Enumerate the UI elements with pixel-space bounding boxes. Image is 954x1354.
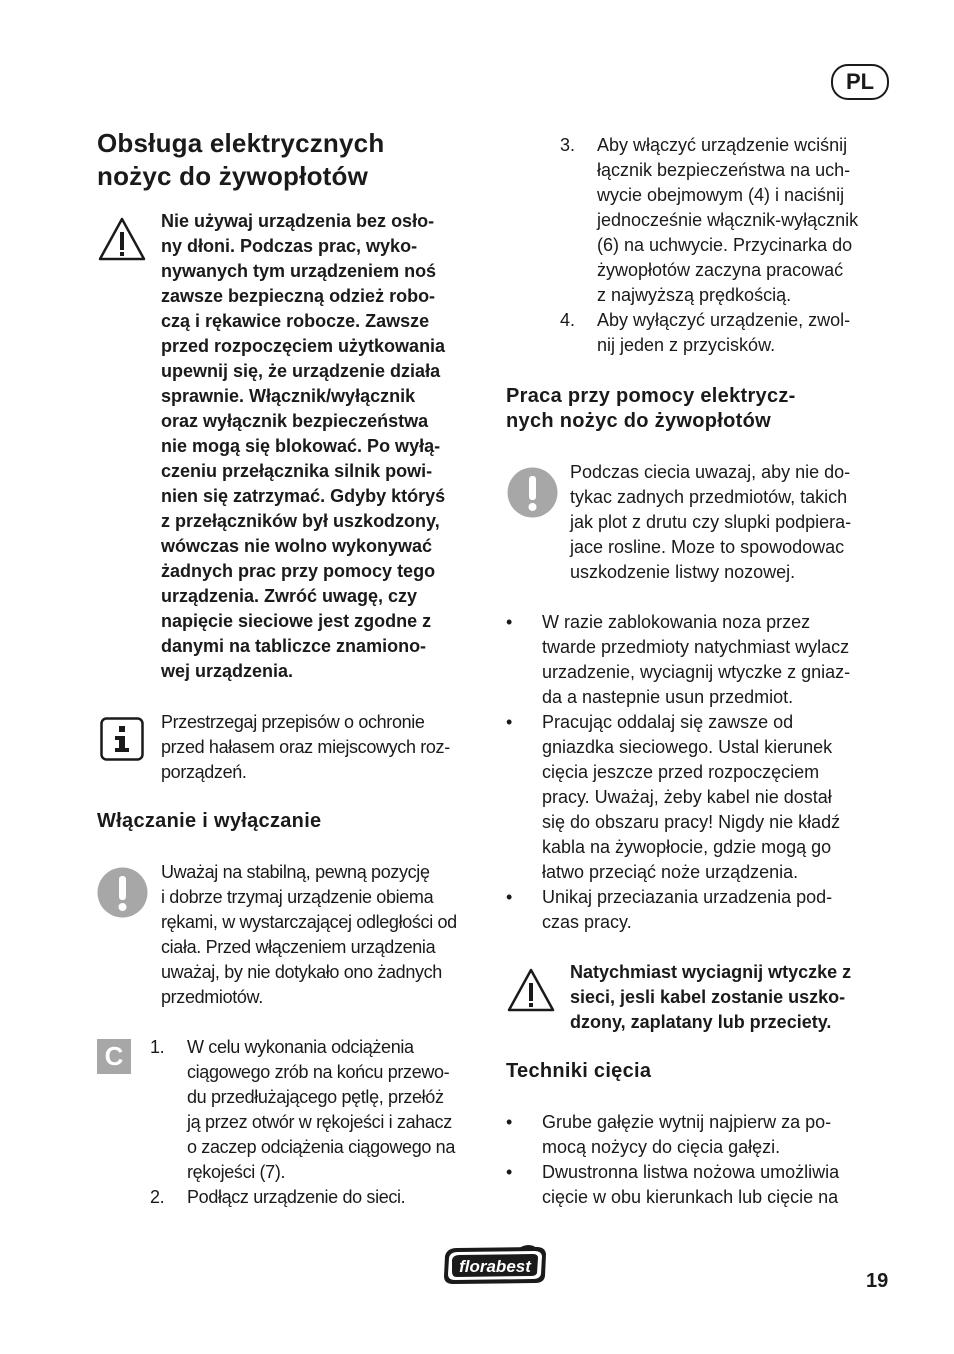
warning-triangle-icon [506, 967, 556, 1013]
text-line: czeniu przełącznika silnik powi- [161, 461, 433, 481]
list-marker: • [506, 1112, 513, 1132]
list-item [506, 610, 850, 710]
list-marker: 1. [150, 1037, 165, 1057]
list-item-line: Podłącz urządzenie do sieci. [187, 1187, 406, 1207]
section-heading-line-2: nych nożyc do żywopłotów [506, 410, 771, 432]
list-item [506, 1110, 839, 1160]
text-line: ciała. Przed włączeniem urządzenia [161, 937, 436, 957]
list-item-line: nij jeden z przycisków. [597, 335, 776, 355]
text-line: sprawnie. Włącznik/wyłącznik [161, 386, 416, 406]
list-marker: 2. [150, 1187, 165, 1207]
list-item-line: Pracując oddalaj się zawsze od [542, 712, 794, 732]
text-line: wówczas nie wolno wykonywać [161, 536, 433, 556]
techniques-bullet-list [506, 1110, 839, 1210]
text-line: przed rozpoczęciem użytkowania [161, 336, 446, 356]
list-item-line: twarde przedmioty natychmiast wylacz [542, 637, 850, 657]
text-line: wej urządzenia. [161, 661, 294, 681]
text-line: danymi na tabliczce znamiono- [161, 636, 427, 656]
list-item-line: urzadzenie, wyciagnij wtyczke z gniaz- [542, 662, 851, 682]
left-steps-list [150, 1035, 455, 1210]
page-number: 19 [866, 1270, 889, 1292]
list-item [560, 308, 858, 358]
text-line: Uważaj na stabilną, pewną pozycję [161, 862, 430, 882]
list-item-line: Aby włączyć urządzenie wciśnij [597, 135, 848, 155]
logo-wordmark: florabest [459, 1257, 531, 1276]
list-item-line: jednocześnie włącznik-wyłącznik [597, 210, 859, 230]
list-item [560, 133, 858, 308]
list-item-line: ciągowego zrób na końcu przewo- [187, 1062, 450, 1082]
warning-triangle-icon [97, 216, 147, 262]
list-marker: • [506, 887, 513, 907]
language-badge: PL [831, 64, 889, 100]
list-item-line: cięcia jeszcze przed rozpoczęciem [542, 762, 820, 782]
text-line: czą i rękawice robocze. Zawsze [161, 311, 430, 331]
text-line: urządzenia. Zwróć uwagę, czy [161, 586, 418, 606]
list-item-line: z najwyższą prędkością. [597, 285, 792, 305]
text-line: sieci, jesli kabel zostanie uszko- [570, 987, 846, 1007]
list-item-line: gniazdka sieciowego. Ustal kierunek [542, 737, 833, 757]
text-line: nie mogą się blokować. Po wyłą- [161, 436, 441, 456]
list-item [506, 885, 850, 935]
text-line: uważaj, by nie dotykało ono żadnych [161, 962, 442, 982]
text-line: jak plot z drutu czy slupki podpiera- [570, 512, 852, 532]
section-heading-on-off: Włączanie i wyłączanie [97, 810, 322, 832]
section-heading-techniques: Techniki cięcia [506, 1060, 652, 1082]
text-line: przedmiotów. [161, 987, 263, 1007]
text-line: nywanych tym urządzeniem noś [161, 261, 437, 281]
text-line: Nie używaj urządzenia bez osło- [161, 211, 435, 231]
title-line-1: Obsługa elektrycznych [97, 128, 385, 158]
list-item-line: W celu wykonania odciążenia [187, 1037, 414, 1057]
list-marker: • [506, 1162, 513, 1182]
operation-bullet-list [506, 610, 850, 935]
caution-note-text [161, 860, 457, 1010]
list-item [150, 1185, 455, 1210]
text-line: Podczas ciecia uwazaj, aby nie do- [570, 462, 851, 482]
list-item-line: cięcie w obu kierunkach lub cięcie na [542, 1187, 839, 1207]
cable-warning-text [570, 960, 851, 1035]
text-line: tykac zadnych przedmiotów, takich [570, 487, 848, 507]
text-line: Natychmiast wyciagnij wtyczke z [570, 962, 852, 982]
caution-exclamation-icon [507, 467, 558, 518]
list-item-line: mocą nożycy do cięcia gałęzi. [542, 1137, 781, 1157]
list-item-line: Unikaj przeciazania urzadzenia pod- [542, 887, 833, 907]
info-icon [100, 717, 144, 761]
list-item [506, 710, 850, 885]
list-item [506, 1160, 839, 1210]
list-item-line: da a nastepnie usun przedmiot. [542, 687, 794, 707]
text-line: Przestrzegaj przepisów o ochronie [161, 712, 425, 732]
list-item-line: łącznik bezpieczeństwa na uch- [597, 160, 851, 180]
list-item-line: du przedłużającego pętlę, przełóż [187, 1087, 444, 1107]
list-item-line: o zaczep odciążenia ciągowego na [187, 1137, 455, 1157]
text-line: porządzeń. [161, 762, 247, 782]
list-item-line: rękojeści (7). [187, 1162, 286, 1182]
text-line: nien się zatrzymać. Gdyby któryś [161, 486, 446, 506]
text-line: upewnij się, że urządzenie działa [161, 361, 441, 381]
list-item [150, 1035, 455, 1185]
section-heading-operation [506, 384, 796, 434]
text-line: oraz wyłącznik bezpieczeństwa [161, 411, 429, 431]
list-marker: 4. [560, 310, 576, 330]
text-line: uszkodzenie listwy nozowej. [570, 562, 796, 582]
text-line: dzony, zaplatany lub przeciety. [570, 1012, 832, 1032]
right-steps-list [560, 133, 858, 358]
list-item-line: pracy. Uważaj, żeby kabel nie dostał [542, 787, 832, 807]
section-heading-line-1: Praca przy pomocy elektrycz- [506, 385, 796, 407]
list-item-line: Aby wyłączyć urządzenie, zwol- [597, 310, 851, 330]
cutting-caution-text [570, 460, 851, 585]
text-line: napięcie sieciowe jest zgodne z [161, 611, 432, 631]
caution-exclamation-icon [97, 867, 148, 918]
safety-warning-text [161, 209, 445, 684]
florabest-logo [441, 1244, 549, 1286]
list-item-line: czas pracy. [542, 912, 632, 932]
list-marker: • [506, 712, 513, 732]
text-line: z przełączników był uszkodzony, [161, 511, 440, 531]
text-line: żadnych prac przy pomocy tego [161, 561, 436, 581]
list-marker: • [506, 612, 513, 632]
list-item-line: żywopłotów zaczyna pracować [597, 260, 844, 280]
info-note-text [161, 710, 450, 785]
list-item-line: Dwustronna listwa nożowa umożliwia [542, 1162, 840, 1182]
list-item-line: (6) na uchwycie. Przycinarka do [597, 235, 853, 255]
list-item-line: łatwo przeciąć noże urządzenia. [542, 862, 799, 882]
list-item-line: wycie obejmowym (4) i naciśnij [597, 185, 845, 205]
text-line: przed hałasem oraz miejscowych roz- [161, 737, 450, 757]
list-item-line: W razie zablokowania noza przez [542, 612, 811, 632]
list-item-line: ją przez otwór w rękojeści i zahacz [187, 1112, 452, 1132]
list-marker: 3. [560, 135, 576, 155]
text-line: zawsze bezpieczną odzież robo- [161, 286, 436, 306]
list-item-line: Grube gałęzie wytnij najpierw za po- [542, 1112, 832, 1132]
title-line-2: nożyc do żywopłotów [97, 161, 369, 191]
page-title [97, 127, 477, 193]
text-line: jace rosline. Moze to spowodowac [570, 537, 845, 557]
text-line: ny dłoni. Podczas prac, wyko- [161, 236, 418, 256]
text-line: i dobrze trzymaj urządzenie obiema [161, 887, 434, 907]
text-line: rękami, w wystarczającej odległości od [161, 912, 457, 932]
list-item-line: kabla na żywopłocie, gdzie mogą go [542, 837, 832, 857]
list-item-line: się do obszaru pracy! Nigdy nie kładź [542, 812, 841, 832]
figure-c-label: C [97, 1039, 131, 1074]
